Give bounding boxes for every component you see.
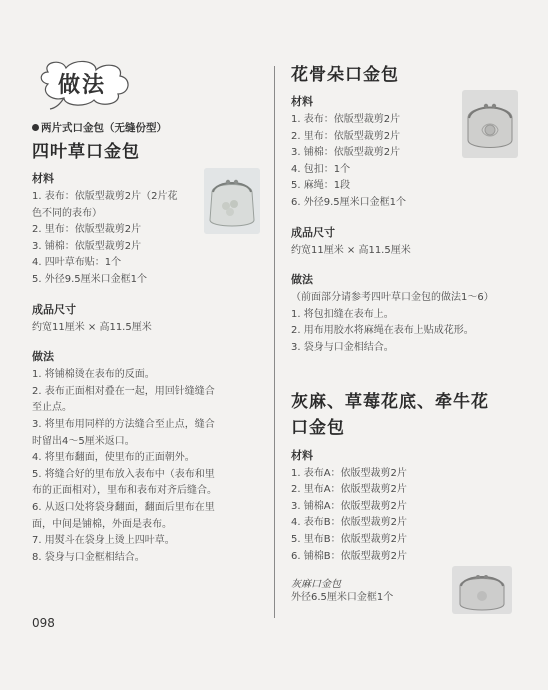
project-title-flower-bud: 花骨朵口金包 — [291, 65, 399, 85]
list-item: 面，中间是铺棉，外面是表布。 — [32, 518, 172, 530]
list-item: 3. 铺棉：依版型裁剪2片 — [32, 240, 142, 252]
project-title-grey-linen: 灰麻、草莓花底、牵牛花 口金包 — [291, 391, 489, 438]
materials-heading: 材料 — [291, 95, 313, 108]
size-value: 约宽11厘米 × 高11.5厘米 — [291, 244, 411, 256]
steps-list — [32, 367, 264, 566]
list-item: 4. 表布B：依版型裁剪2片 — [291, 517, 407, 529]
photo-caption: 灰麻口金包 — [291, 579, 341, 591]
list-item: 1. 将铺棉烫在表布的反面。 — [32, 369, 155, 381]
list-item: 2. 里布A：依版型裁剪2片 — [291, 484, 407, 496]
list-item: 5. 麻绳：1段 — [291, 180, 351, 192]
method-heading: 做法 — [291, 273, 313, 287]
list-item: 1. 将包扣缝在表布上。 — [291, 308, 394, 320]
project-title-clover: 四叶草口金包 — [32, 142, 140, 162]
list-item: 时留出4～5厘米返口。 — [32, 435, 135, 447]
clover-purse-photo — [204, 168, 260, 234]
column-divider — [274, 66, 275, 618]
list-item: 5. 外径9.5厘米口金框1个 — [32, 273, 147, 285]
materials-list — [291, 466, 519, 566]
method-logo — [34, 58, 144, 110]
list-item: 4. 包扣：1个 — [291, 163, 351, 175]
size-value: 约宽11厘米 × 高11.5厘米 — [32, 321, 152, 333]
list-item: 3. 袋身与口金相结合。 — [291, 341, 394, 353]
list-item: 2. 里布：依版型裁剪2片 — [32, 224, 142, 236]
bullet-icon — [32, 124, 39, 131]
list-item: 1. 表布：依版型裁剪2片（2片花 — [32, 191, 178, 202]
list-item: 色不同的表布） — [32, 207, 102, 219]
list-item: 5. 将缝合好的里布放入表布中（表布和里 — [32, 468, 215, 480]
list-item: 7. 用熨斗在袋身上烫上四叶草。 — [32, 535, 175, 547]
caption-detail: 外径6.5厘米口金框1个 — [291, 592, 394, 604]
list-item: 3. 铺棉：依版型裁剪2片 — [291, 147, 401, 159]
list-item: 4. 四叶草布贴：1个 — [32, 257, 122, 269]
list-item: 至止点。 — [32, 402, 72, 414]
size-heading: 成品尺寸 — [291, 225, 335, 239]
steps-list — [291, 307, 519, 357]
list-item: 3. 铺棉A：依版型裁剪2片 — [291, 500, 407, 512]
list-item: 5. 里布B：依版型裁剪2片 — [291, 533, 407, 545]
list-item: 6. 铺棉B：依版型裁剪2片 — [291, 550, 407, 562]
list-item: 1. 表布A：依版型裁剪2片 — [291, 467, 407, 479]
materials-heading: 材料 — [32, 172, 54, 185]
list-item: 1. 表布：依版型裁剪2片 — [291, 114, 401, 125]
left-column — [32, 58, 264, 566]
project-subtitle: 两片式口金包（无缝份型） — [32, 120, 264, 135]
page-number: 098 — [32, 616, 55, 630]
method-note: （前面部分请参考四叶草口金包的做法1～6） — [291, 292, 494, 304]
size-heading: 成品尺寸 — [32, 302, 76, 316]
method-heading: 做法 — [32, 350, 54, 364]
list-item: 8. 袋身与口金框相结合。 — [32, 551, 145, 563]
list-item: 4. 将里布翻面，使里布的正面朝外。 — [32, 452, 195, 464]
list-item: 3. 将里布用同样的方法缝合至止点，缝合 — [32, 418, 215, 430]
list-item: 2. 表布正面相对叠在一起，用回针缝缝合 — [32, 385, 215, 397]
list-item: 6. 外径9.5厘米口金框1个 — [291, 196, 406, 208]
list-item: 6. 从返口处将袋身翻面，翻面后里布在里 — [32, 501, 215, 513]
list-item: 布的正面相对），里布和表布对齐后缝合。 — [32, 485, 217, 497]
logo-text: 做法 — [58, 73, 107, 98]
flower-bud-purse-photo — [462, 90, 518, 158]
list-item: 2. 用布用胶水将麻绳在表布上贴成花形。 — [291, 325, 474, 337]
list-item: 2. 里布：依版型裁剪2片 — [291, 130, 401, 142]
grey-linen-purse-photo — [452, 566, 512, 614]
materials-heading: 材料 — [291, 448, 313, 462]
